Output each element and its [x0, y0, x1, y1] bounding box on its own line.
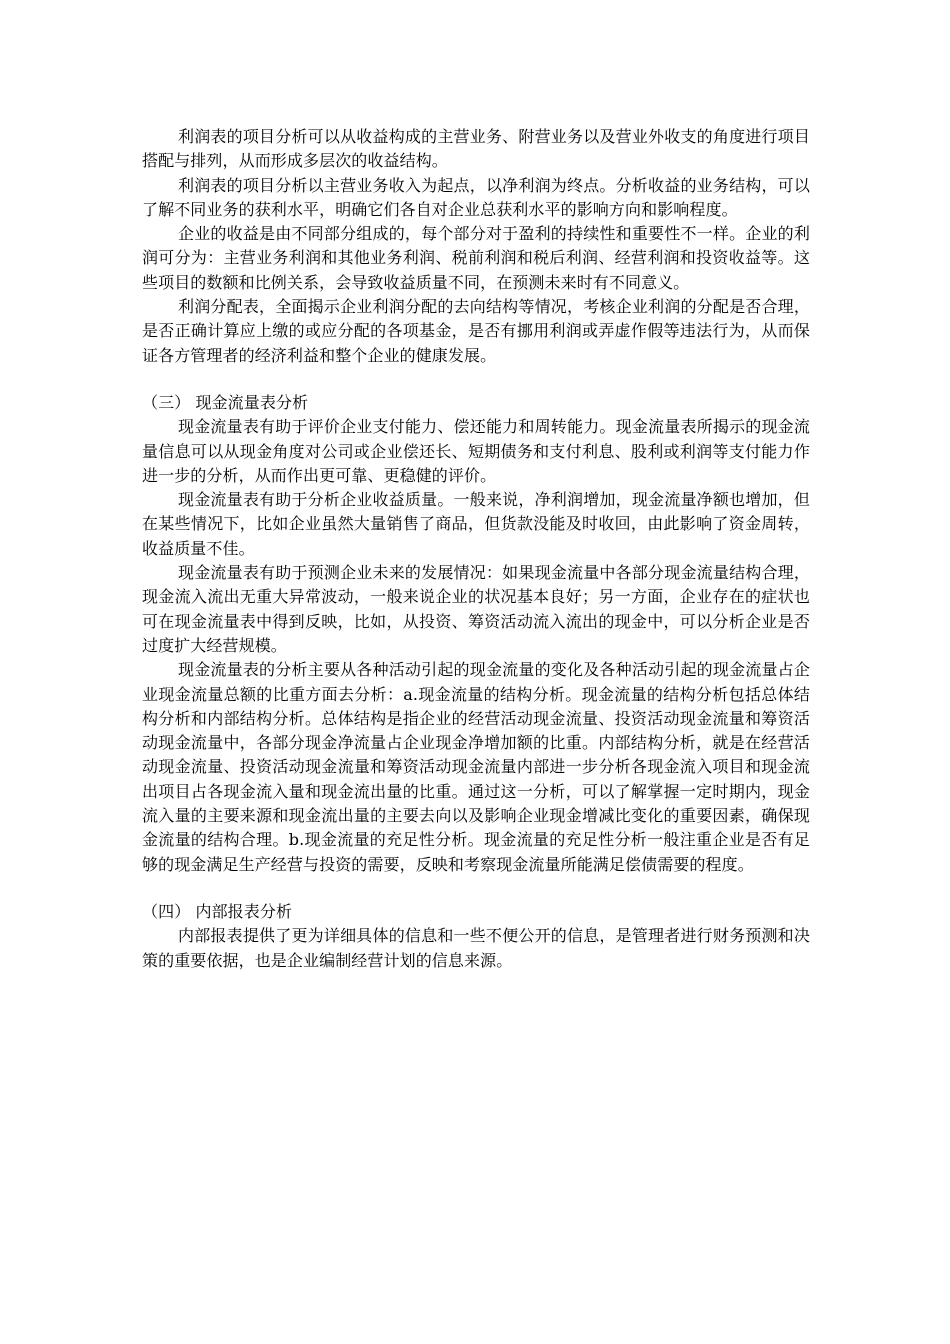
section-spacer: [142, 368, 810, 391]
paragraph: 现金流量表有助于评价企业支付能力、偿还能力和周转能力。现金流量表所揭示的现金流量信息可以从现金角度对公司或企业偿还长、短期债务和支付利息、股利或利润等支付能力作进一步的分析，从而作出更可靠、更稳健的评价。: [142, 417, 810, 485]
document-body: [142, 125, 810, 973]
paragraph: 内部报表提供了更为详细具体的信息和一些不便公开的信息，是管理者进行财务预测和决策的重要依据，也是企业编制经营计划的信息来源。: [142, 926, 810, 970]
paragraph: 利润分配表，全面揭示企业利润分配的去向结构等情况，考核企业利润的分配是否合理，是否正确计算应上缴的或应分配的各项基金，是否有挪用利润或弄虚作假等违法行为，从而保证各方管理者的经济利益和整个企业的健康发展。: [142, 297, 810, 365]
paragraph: 现金流量表的分析主要从各种活动引起的现金流量的变化及各种活动引起的现金流量占企业现金流量总额的比重方面去分析：a.现金流量的结构分析。现金流量的结构分析包括总体结构分析和内部结构分析。总体结构是指企业的经营活动现金流量、投资活动现金流量和筹资活动现金流量中，各部分现金净流量占企业现金净增加额的比重。内部结构分析，就是在经营活动现金流量、投资活动现金流量和筹资活动现金流量内部进一步分析各现金流入项目和现金流出项目占各现金流入量和现金流出量的比重。通过这一分析，可以了解掌握一定时期内，现金流入量的主要来源和现金流出量的主要去向以及影响企业现金增减比变化的重要因素，确保现金流量的结构合理。b.现金流量的充足性分析。现金流量的充足性分析一般注重企业是否有足够的现金满足生产经营与投资的需要，反映和考察现金流量所能满足偿债需要的程度。: [142, 660, 810, 874]
paragraph: 现金流量表有助于分析企业收益质量。一般来说，净利润增加，现金流量净额也增加，但在某些情况下，比如企业虽然大量销售了商品，但货款没能及时收回，由此影响了资金周转，收益质量不佳。: [142, 490, 810, 558]
section-spacer: [142, 877, 810, 900]
paragraph: 利润表的项目分析可以从收益构成的主营业务、附营业务以及营业外收支的角度进行项目搭配与排列，从而形成多层次的收益结构。: [142, 127, 810, 171]
section-heading-cash-flow: （三） 现金流量表分析: [142, 392, 309, 412]
paragraph: 利润表的项目分析以主营业务收入为起点，以净利润为终点。分析收益的业务结构，可以了解不同业务的获利水平，明确它们各自对企业总获利水平的影响方向和影响程度。: [142, 175, 810, 219]
paragraph: 企业的收益是由不同部分组成的，每个部分对于盈利的持续性和重要性不一样。企业的利润可分为：主营业务利润和其他业务利润、税前利润和税后利润、经营利润和投资收益等。这些项目的数额和比例关系，会导致收益质量不同，在预测未来时有不同意义。: [142, 224, 810, 292]
paragraph: 现金流量表有助于预测企业未来的发展情况：如果现金流量中各部分现金流量结构合理，现金流入流出无重大异常波动，一般来说企业的状况基本良好；另一方面，企业存在的症状也可在现金流量表中得到反映，比如，从投资、筹资活动流入流出的现金中，可以分析企业是否过度扩大经营规模。: [142, 563, 810, 655]
section-heading-internal-reports: （四） 内部报表分析: [142, 901, 293, 921]
